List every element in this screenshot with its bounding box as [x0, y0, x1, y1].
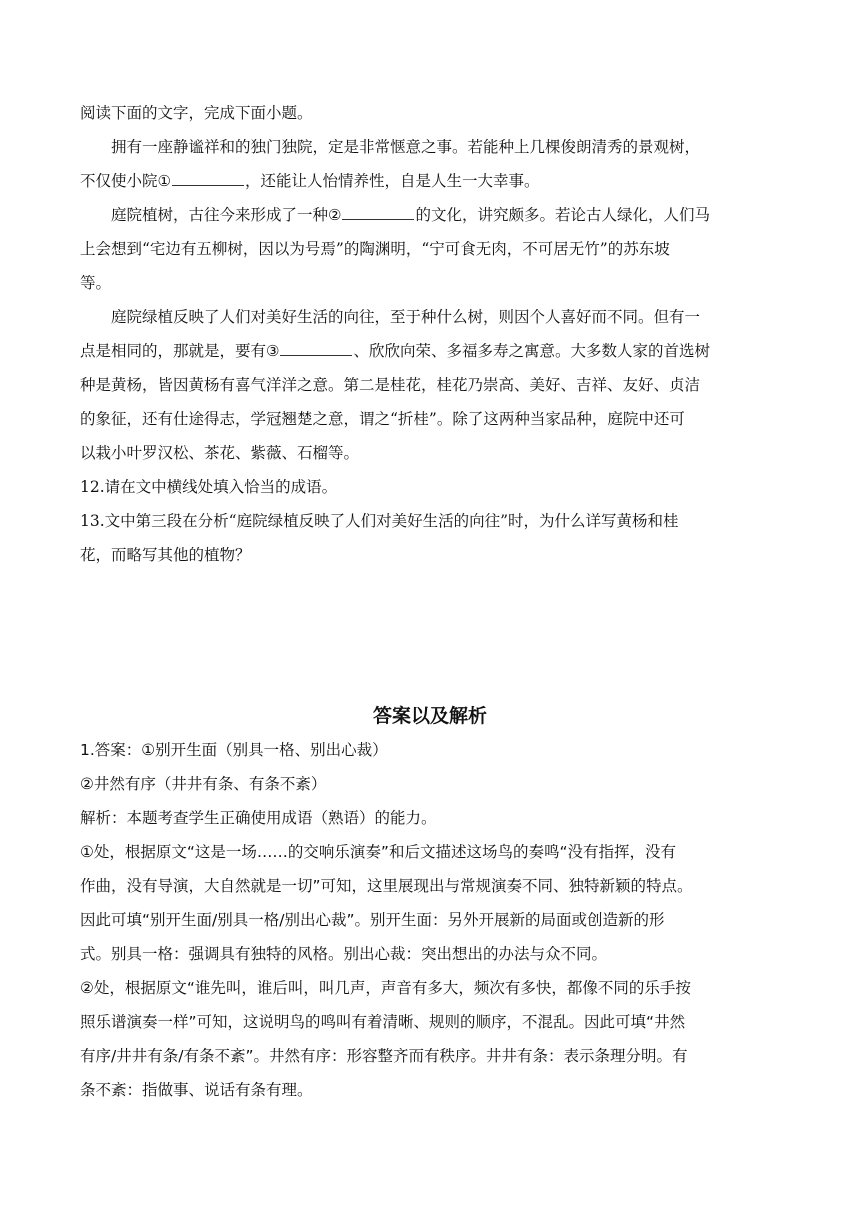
blank-marker-3: ③ [266, 342, 280, 360]
blank-marker-1: ① [157, 172, 171, 190]
passage-intro: 阅读下面的文字，完成下面小题。 [80, 104, 313, 122]
answer-line-6: 因此可填“别开生面/别具一格/别出心裁”。别开生面：另外开展新的局面或创造新的形 [80, 911, 665, 929]
p1-text-a: 不仅使小院 [80, 172, 158, 190]
p2-text-a: 庭院植树，古往今来形成了一种 [111, 206, 329, 224]
answers-heading: 答案以及解析 [372, 705, 487, 727]
answer-line-1: 1.答案：①别开生面（别具一格、别出心裁） [80, 741, 388, 759]
passage-p1-line1: 拥有一座静谧祥和的独门独院，定是非常惬意之事。若能种上几棵俊朗清秀的景观树， [111, 138, 701, 156]
passage-p1-line2 [80, 164, 780, 198]
answer-line-4: ①处，根据原文“这是一场……的交响乐演奏”和后文描述这场鸟的奏鸣“没有指挥，没有 [80, 843, 676, 861]
fill-blank-1 [172, 170, 244, 186]
p3-text-a: 点是相同的，那就是，要有 [80, 342, 267, 360]
section-gap [80, 572, 780, 699]
answer-line-9: 照乐谱演奏一样”可知，这说明鸟的鸣叫有着清晰、规则的顺序，不混乱。因此可填“井然 [80, 1013, 686, 1031]
passage-p2-line1 [80, 198, 780, 232]
answer-line-3: 解析：本题考查学生正确使用成语（熟语）的能力。 [80, 809, 437, 827]
passage-p3-line1: 庭院绿植反映了人们对美好生活的向往，至于种什么树，则因个人喜好而不同。但有一 [111, 308, 701, 326]
answer-line-11: 条不紊：指做事、说话有条有理。 [80, 1081, 313, 1099]
question-12: 12.请在文中横线处填入恰当的成语。 [80, 478, 338, 496]
question-13-line2: 花，而略写其他的植物？ [80, 546, 251, 564]
passage-p3-line3: 种是黄杨，皆因黄杨有喜气洋洋之意。第二是桂花，桂花乃崇高、美好、吉祥、友好、贞洁 [80, 376, 701, 394]
answer-line-10: 有序/井井有条/有条不紊”。井然有序：形容整齐而有秩序。井井有条：表示条理分明。有 [80, 1047, 688, 1065]
answer-line-2: ②井然有序（井井有条、有条不紊） [80, 775, 327, 793]
passage-p3-line5: 以栽小叶罗汉松、茶花、紫薇、石榴等。 [80, 444, 360, 462]
passage-p2-line3: 等。 [80, 274, 112, 292]
answer-line-7: 式。别具一格：强调具有独特的风格。别出心裁：突出想出的办法与众不同。 [80, 945, 608, 963]
document-page [80, 96, 780, 1107]
p2-text-b: 的文化，讲究颇多。若论古人绿化，人们马 [415, 206, 710, 224]
question-13-line1: 13.文中第三段在分析“庭院绿植反映了人们对美好生活的向往”时，为什么详写黄杨和桂 [80, 512, 679, 530]
blank-marker-2: ② [328, 206, 342, 224]
fill-blank-2 [342, 204, 414, 220]
passage-p2-line2: 上会想到“宅边有五柳树，因以为号焉”的陶渊明，“宁可食无肉，不可居无竹”的苏东坡 [80, 240, 670, 258]
answers-section [80, 733, 780, 1107]
fill-blank-3 [280, 340, 352, 356]
passage-p3-line2 [80, 334, 780, 368]
p1-text-b: ，还能让人怡情养性，自是人生一大幸事。 [244, 172, 540, 190]
p3-text-b: 、欣欣向荣、多福多寿之寓意。大多数人家的首选树 [353, 342, 710, 360]
passage-p3-line4: 的象征，还有仕途得志，学冠翘楚之意，谓之“折桂”。除了这两种当家品种，庭院中还可 [80, 410, 685, 428]
answer-line-8: ②处，根据原文“谁先叫，谁后叫，叫几声，声音有多大，频次有多快，都像不同的乐手按 [80, 979, 691, 997]
answer-line-5: 作曲，没有导演，大自然就是一切”可知，这里展现出与常规演奏不同、独特新颖的特点。 [80, 877, 693, 895]
